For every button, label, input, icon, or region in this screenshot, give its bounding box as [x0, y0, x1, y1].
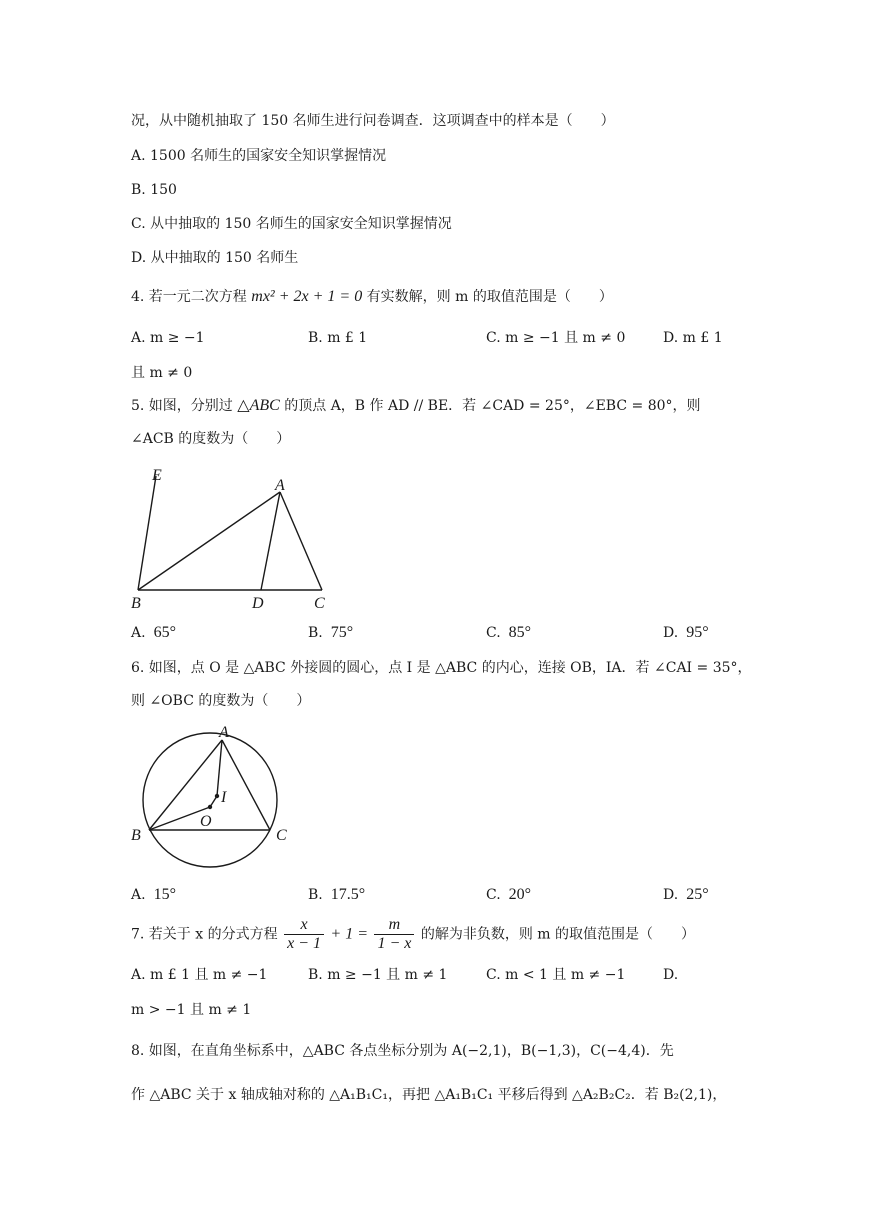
q6-label-c: C — [276, 827, 287, 844]
q3-option-a: A. 1500 名师生的国家安全知识掌握情况 — [131, 148, 387, 164]
q5-option-b: B. 75° — [308, 624, 354, 641]
q6-stem-line2: 则 ∠OBC 的度数为（ ） — [131, 693, 311, 709]
q5-label-d: D — [252, 595, 264, 612]
q4-option-b: B. m £ 1 — [308, 330, 368, 346]
q6-line-ac — [222, 740, 270, 830]
q7-option-d-wrap: m > −1 且 m ≠ 1 — [131, 1002, 252, 1018]
q4-prefix: 4. 若一元二次方程 — [131, 289, 247, 305]
q5-stem-line2: ∠ACB 的度数为（ ） — [131, 431, 291, 447]
q6-line-ai — [217, 740, 222, 796]
q6-stem-line1: 6. 如图，点 O 是 △ABC 外接圆的圆心，点 I 是 △ABC 的内心，连接 OB，IA．若 ∠CAI = 35°， — [131, 660, 752, 676]
q4-equation: mx² + 2x + 1 = 0 — [251, 288, 363, 305]
q7-fraction-2: $\frac{m}{1 - x}$ — [374, 916, 414, 953]
q4-option-d-wrap: 且 m ≠ 0 — [131, 365, 193, 381]
q5-stem-a: 5. 如图，分别过 — [131, 398, 233, 414]
q5-label-b: B — [131, 595, 141, 612]
q5-triangle: △ABC — [237, 397, 280, 414]
q7-prefix: 7. 若关于 x 的分式方程 — [131, 926, 278, 943]
q7-option-a: A. m £ 1 且 m ≠ −1 — [131, 967, 268, 983]
q4-option-c: C. m ≥ −1 且 m ≠ 0 — [486, 330, 626, 346]
q7-stem — [131, 916, 809, 953]
q5-option-d: D. 95° — [663, 624, 709, 641]
q4-option-d: D. m £ 1 — [663, 330, 723, 346]
q3-option-b: B. 150 — [131, 182, 177, 198]
q5-line-ac — [280, 492, 322, 590]
q6-point-i — [215, 794, 219, 798]
q5-figure — [128, 462, 328, 616]
q5-label-c: C — [314, 595, 325, 612]
q3-option-d: D. 从中抽取的 150 名师生 — [131, 250, 299, 266]
q6-option-b: B. 17.5° — [308, 886, 366, 903]
q6-label-b: B — [131, 827, 141, 844]
q6-circumcircle — [143, 733, 277, 867]
q5-option-c: C. 85° — [486, 624, 532, 641]
q5-line-ba — [138, 492, 280, 590]
q6-figure — [128, 720, 298, 884]
q4-suffix: 有实数解，则 m 的取值范围是（ ） — [366, 289, 613, 305]
q5-option-a: A. 65° — [131, 624, 176, 641]
q5-line-ad — [261, 492, 280, 590]
q6-point-o — [208, 805, 212, 809]
q7-suffix: 的解为非负数，则 m 的取值范围是（ ） — [420, 926, 696, 943]
q6-label-i: I — [221, 789, 227, 806]
q6-label-o: O — [200, 813, 212, 830]
q6-option-a: A. 15° — [131, 886, 176, 903]
q4-option-a: A. m ≥ −1 — [131, 330, 205, 346]
q7-option-c: C. m < 1 且 m ≠ −1 — [486, 967, 626, 983]
q7-option-d: D. — [663, 967, 679, 983]
q7-option-b: B. m ≥ −1 且 m ≠ 1 — [308, 967, 448, 983]
q5-label-a: A — [275, 477, 285, 494]
q5-label-e: E — [152, 467, 162, 484]
q6-option-c: C. 20° — [486, 886, 532, 903]
q8-stem-line2: 作 △ABC 关于 x 轴成轴对称的 △A₁B₁C₁，再把 △A₁B₁C₁ 平移后得到 △A₂B₂C₂．若 B₂(2,1)， — [131, 1087, 727, 1103]
q5-stem-line1 — [131, 395, 809, 417]
q3-stem: 况，从中随机抽取了 150 名师生进行问卷调查．这项调查中的样本是（ ） — [131, 113, 615, 129]
q8-stem-line1: 8. 如图，在直角坐标系中，△ABC 各点坐标分别为 A(−2,1)，B(−1,3)，C(−4,4)．先 — [131, 1043, 674, 1059]
q3-option-c: C. 从中抽取的 150 名师生的国家安全知识掌握情况 — [131, 216, 452, 232]
q6-label-a: A — [219, 724, 229, 741]
q6-option-d: D. 25° — [663, 886, 709, 903]
q5-line-be — [138, 476, 156, 590]
q7-mid: + 1 = — [330, 925, 369, 943]
q7-fraction-1: $\frac{x}{x - 1}$ — [284, 916, 324, 953]
q4-stem — [131, 286, 809, 308]
q5-stem-c: 的顶点 A，B 作 AD // BE．若 ∠CAD = 25°，∠EBC = 80°，则 — [284, 398, 701, 414]
